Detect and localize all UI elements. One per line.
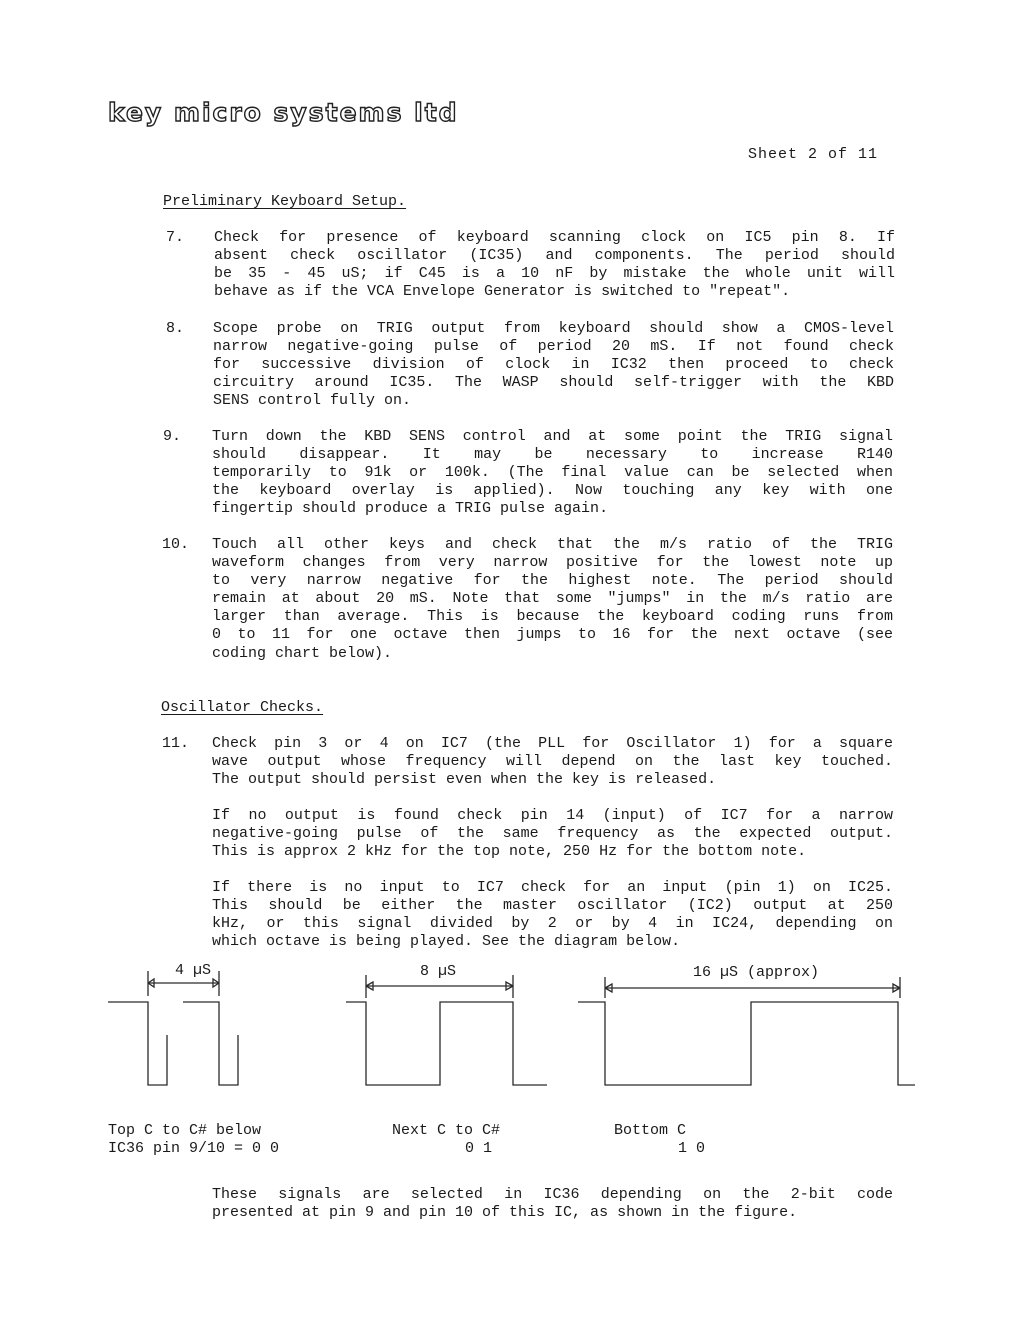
item-number: 8. xyxy=(166,320,185,337)
item-8-text: Scope probe on TRIG output from keyboard should show a CMOS-level narrow negative-going pulse of period 20 mS. If not found check for successive division of clock in IC32 then proceed to check circuitry around IC35. The WASP should self-trigger with the KBD SENS control fully on. xyxy=(213,320,894,410)
caption-bottom-c-line2: 1 0 xyxy=(678,1140,706,1157)
item-number: 7. xyxy=(166,229,185,246)
caption-bottom-c-line1: Bottom C xyxy=(614,1122,687,1139)
caption-next-c-line1: Next C to C# xyxy=(392,1122,501,1139)
section-heading-keyboard-setup: Preliminary Keyboard Setup. xyxy=(163,193,407,210)
item-9-text: Turn down the KBD SENS control and at some point the TRIG signal should disappear. It may be necessary to increase R140 temporarily to 91k or 100k. (The final value can be selected when the keyboard overlay is applied). Now touching any key with one fingertip should produce a TRIG pulse again. xyxy=(212,428,893,518)
caption-top-c-line1: Top C to C# below xyxy=(108,1122,262,1139)
footer-paragraph: These signals are selected in IC36 depending on the 2-bit code presented at pin 9 and pin 10 of this IC, as shown in the figure. xyxy=(212,1186,893,1222)
width-label-8us: 8 µS xyxy=(420,963,457,980)
section-heading-oscillator-checks: Oscillator Checks. xyxy=(161,699,324,716)
sheet-number: Sheet 2 of 11 xyxy=(748,146,879,163)
item-7-text: Check for presence of keyboard scanning clock on IC5 pin 8. If absent check oscillator (IC35) and components. The period should be 35 - 45 uS; if C45 is a 10 nF by mistake the whole unit will behave as if the VCA Envelope Generator is switched to "repeat". xyxy=(214,229,895,301)
width-label-16us: 16 µS (approx) xyxy=(693,964,820,981)
waveform-next-c xyxy=(346,975,547,1085)
company-logo: key micro systems ltd xyxy=(108,98,459,127)
width-label-4us: 4 µS xyxy=(175,962,212,979)
caption-next-c-line2: 0 1 xyxy=(465,1140,493,1157)
waveform-bottom-c xyxy=(578,977,915,1085)
item-number: 9. xyxy=(163,428,182,445)
waveform-top-c xyxy=(108,971,238,1085)
item-number: 10. xyxy=(162,536,190,553)
item-number: 11. xyxy=(162,735,190,752)
item-11-paragraph-1: Check pin 3 or 4 on IC7 (the PLL for Oscillator 1) for a square wave output whose frequency will depend on the last key touched. The output should persist even when the key is released. xyxy=(212,735,893,789)
item-10-text: Touch all other keys and check that the m/s ratio of the TRIG waveform changes from very narrow positive for the lowest note up to very narrow negative for the highest note. The period should remain at about 20 mS. Note that some "jumps" in the m/s ratio are larger than average. This is because the keyboard coding runs from 0 to 11 for one octave then jumps to 16 for the next octave (see coding chart below). xyxy=(212,536,893,662)
caption-top-c-line2: IC36 pin 9/10 = 0 0 xyxy=(108,1140,280,1157)
item-11-paragraph-2: If no output is found check pin 14 (input) of IC7 for a narrow negative-going pulse of the same frequency as the expected output. This is approx 2 kHz for the top note, 250 Hz for the bottom note. xyxy=(212,807,893,861)
item-11-paragraph-3: If there is no input to IC7 check for an input (pin 1) on IC25. This should be either the master oscillator (IC2) output at 250 kHz, or this signal divided by 2 or by 4 in IC24, depending on which octave is being played. See the diagram below. xyxy=(212,879,893,951)
